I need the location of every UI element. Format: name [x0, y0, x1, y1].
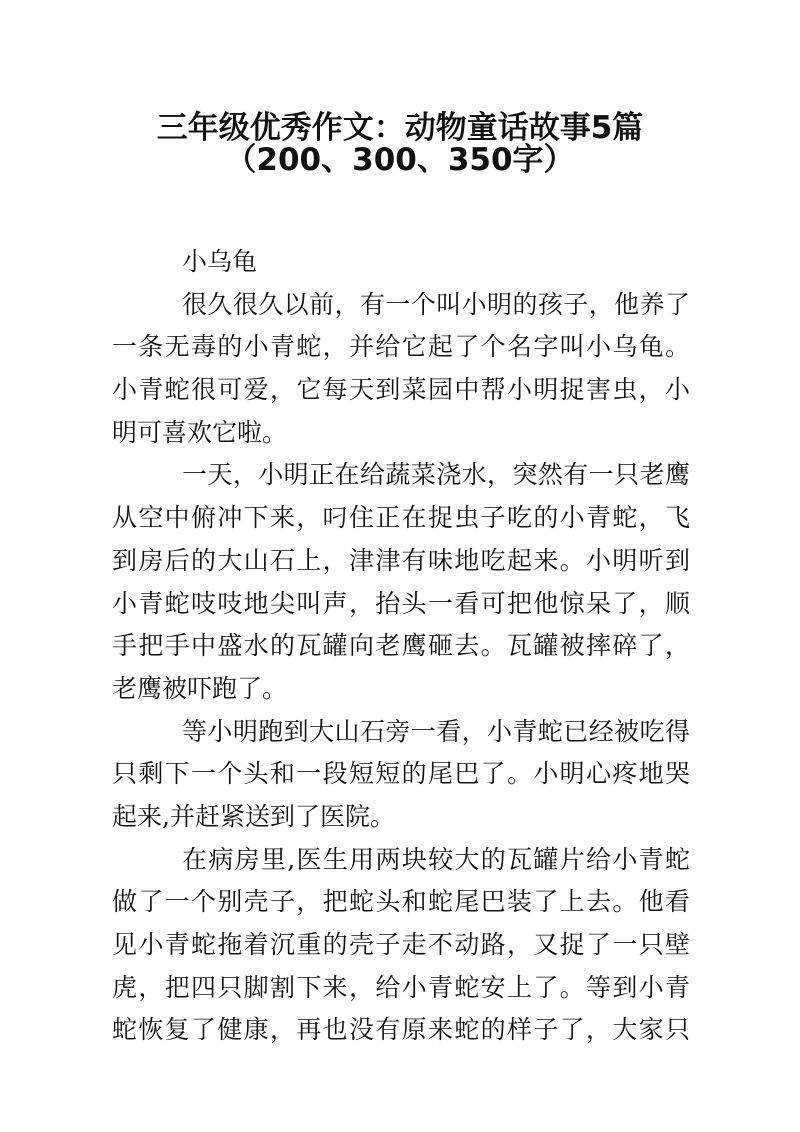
paragraph-line: 做了一个别壳子，把蛇头和蛇尾巴装了上去。他看 — [112, 887, 690, 917]
paragraph-line: 蛇恢复了健康，再也没有原来蛇的样子了，大家只 — [112, 1015, 690, 1045]
paragraph-line: 一条无毒的小青蛇，并给它起了个名字叫小乌龟。 — [112, 332, 690, 362]
paragraph-line: 小青蛇很可爱，它每天到菜园中帮小明捉害虫，小 — [112, 375, 690, 405]
document-title-line-2: （200、300、350字） — [225, 142, 575, 178]
paragraph-line: 起来,并赶紧送到了医院。 — [112, 801, 395, 831]
paragraph-line: 小青蛇吱吱地尖叫声，抬头一看可把他惊呆了，顺 — [112, 588, 690, 618]
paragraph-line: 从空中俯冲下来，叼住正在捉虫子吃的小青蛇，飞 — [112, 503, 690, 533]
paragraph-line: 明可喜欢它啦。 — [112, 417, 288, 447]
paragraph-first-line: 在病房里,医生用两块较大的瓦罐片给小青蛇 — [182, 844, 690, 874]
paragraph-line: 只剩下一个头和一段短短的尾巴了。小明心疼地哭 — [112, 759, 690, 789]
document-body — [112, 241, 690, 1052]
paragraph-first-line: 很久很久以前，有一个叫小明的孩子，他养了 — [182, 289, 690, 319]
document-title-line-1: 三年级优秀作文：动物童话故事5篇 — [156, 110, 644, 146]
paragraph-line: 手把手中盛水的瓦罐向老鹰砸去。瓦罐被摔碎了， — [112, 631, 690, 661]
paragraph-line: 见小青蛇拖着沉重的壳子走不动路，又捉了一只壁 — [112, 930, 690, 959]
paragraph-first-line: 小乌龟 — [182, 247, 258, 276]
paragraph-line: 到房后的大山石上，津津有味地吃起来。小明听到 — [112, 545, 690, 575]
paragraph-line: 老鹰被吓跑了。 — [112, 673, 288, 703]
paragraph-first-line: 一天，小明正在给蔬菜浇水，突然有一只老鹰 — [182, 460, 690, 490]
paragraph-line: 虎，把四只脚割下来，给小青蛇安上了。等到小青 — [112, 972, 690, 1002]
paragraph-first-line: 等小明跑到大山石旁一看，小青蛇已经被吃得 — [182, 716, 690, 746]
